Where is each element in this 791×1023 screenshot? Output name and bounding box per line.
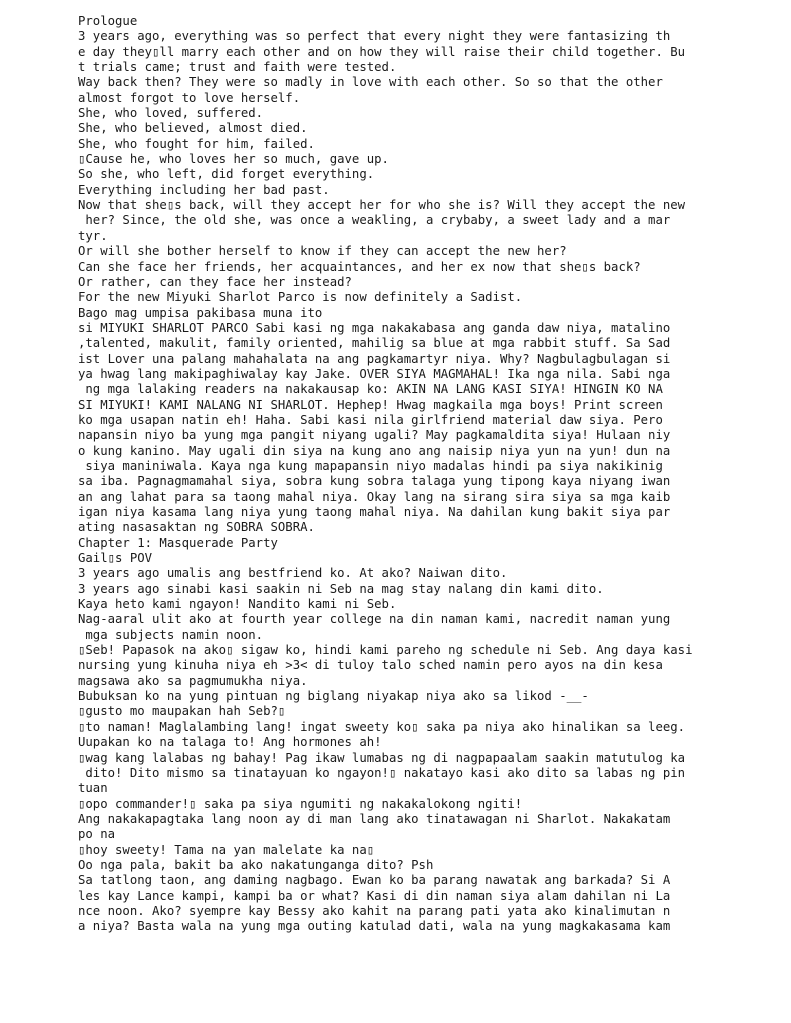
text-line: a niya? Basta wala na yung mga outing katulad dati, wala na yung magkakasama kam xyxy=(78,919,671,934)
text-line: 3 years ago, everything was so perfect that every night they were fantasizing th xyxy=(78,29,671,44)
text-line: nursing yung kinuha niya eh >3< di tuloy talo sched namin pero ayos na din kesa xyxy=(78,658,663,673)
text-line: Oo nga pala, bakit ba ako nakatunganga dito? Psh xyxy=(78,857,434,872)
text-line: She, who believed, almost died. xyxy=(78,121,308,136)
text-line: ▯Cause he, who loves her so much, gave up. xyxy=(78,152,389,167)
text-line: her? Since, the old she, was once a weakling, a crybaby, a sweet lady and a mar xyxy=(78,213,671,228)
text-line: an ang lahat para sa taong mahal niya. Okay lang na sirang sira siya sa mga kaib xyxy=(78,489,671,504)
text-line: ▯wag kang lalabas ng bahay! Pag ikaw lumabas ng di nagpapaalam saakin matutulog ka xyxy=(78,750,686,765)
text-line: Or rather, can they face her instead? xyxy=(78,274,352,289)
text-line: o kung kanino. May ugali din siya na kung ano ang naisip niya yun na yun! dun na xyxy=(78,443,671,458)
text-line: e day they▯ll marry each other and on how they will raise their child together. Bu xyxy=(78,44,686,59)
text-line: ya hwag lang makipaghiwalay kay Jake. OVER SIYA MAGMAHAL! Ika nga nila. Sabi nga xyxy=(78,366,671,381)
text-line: Can she face her friends, her acquaintances, and her ex now that she▯s back? xyxy=(78,259,641,274)
text-line: siya maniniwala. Kaya nga kung mapapansin niyo madalas hindi pa siya nakikinig xyxy=(78,458,663,473)
text-line: Everything including her bad past. xyxy=(78,182,330,197)
text-line: Bago mag umpisa pakibasa muna ito xyxy=(78,305,323,320)
text-line: Prologue xyxy=(78,14,138,28)
text-line: tuan xyxy=(78,781,108,796)
text-line: magsawa ako sa pagmumukha niya. xyxy=(78,673,308,688)
text-line: mga subjects namin noon. xyxy=(78,627,264,642)
text-line: ▯hoy sweety! Tama na yan malelate ka na▯ xyxy=(78,842,375,857)
text-line: ▯to naman! Maglalambing lang! ingat sweety ko▯ saka pa niya ako hinalikan sa leeg. xyxy=(78,719,686,734)
text-line: Sa tatlong taon, ang daming nagbago. Ewan ko ba parang nawatak ang barkada? Si A xyxy=(78,873,671,888)
text-line: Uupakan ko na talaga to! Ang hormones ah! xyxy=(78,735,382,750)
text-line: 3 years ago sinabi kasi saakin ni Seb na mag stay nalang din kami dito. xyxy=(78,581,604,596)
text-line: sa iba. Pagnagmamahal siya, sobra kung sobra talaga yung tipong kaya niyang iwan xyxy=(78,474,671,489)
text-line: napansin niyo ba yung mga pangit niyang ugali? May pagkamaldita siya! Hulaan niy xyxy=(78,428,671,443)
document-page xyxy=(78,14,778,935)
text-line: t trials came; trust and faith were tested. xyxy=(78,60,397,75)
text-line: si MIYUKI SHARLOT PARCO Sabi kasi ng mga nakakabasa ang ganda daw niya, matalino xyxy=(78,320,671,335)
text-line: ,talented, makulit, family oriented, mahilig sa blue at mga rabbit stuff. Sa Sad xyxy=(78,336,671,351)
text-line: ng mga lalaking readers na nakakausap ko: AKIN NA LANG KASI SIYA! HINGIN KO NA xyxy=(78,382,663,397)
text-line: ▯gusto mo maupakan hah Seb?▯ xyxy=(78,704,286,719)
text-line: po na xyxy=(78,827,116,842)
text-line: She, who fought for him, failed. xyxy=(78,136,315,151)
text-line: ist Lover una palang mahahalata na ang pagkamartyr niya. Why? Nagbulagbulagan si xyxy=(78,351,671,366)
text-line: ▯Seb! Papasok na ako▯ sigaw ko, hindi kami pareho ng schedule ni Seb. Ang daya kasi xyxy=(78,643,693,658)
text-line: For the new Miyuki Sharlot Parco is now definitely a Sadist. xyxy=(78,290,523,305)
text-line: ating nasasaktan ng SOBRA SOBRA. xyxy=(78,520,315,535)
text-line: Ang nakakapagtaka lang noon ay di man lang ako tinatawagan ni Sharlot. Nakakatam xyxy=(78,811,671,826)
text-line: igan niya kasama lang niya yung taong mahal niya. Na dahilan kung bakit siya par xyxy=(78,505,671,519)
text-line: almost forgot to love herself. xyxy=(78,90,301,105)
text-line: Bubuksan ko na yung pintuan ng biglang niyakap niya ako sa likod -__- xyxy=(78,689,589,704)
text-line: Gail▯s POV xyxy=(78,551,153,566)
text-line: nce noon. Ako? syempre kay Bessy ako kahit na parang pati yata ako kinalimutan n xyxy=(78,903,671,918)
text-line: She, who loved, suffered. xyxy=(78,106,264,121)
text-line: Nag-aaral ulit ako at fourth year college na din naman kami, nacredit naman yung xyxy=(78,612,671,627)
text-line: dito! Dito mismo sa tinatayuan ko ngayon!▯ nakatayo kasi ako dito sa labas ng pin xyxy=(78,765,686,780)
text-line: Kaya heto kami ngayon! Nandito kami ni Seb. xyxy=(78,597,397,612)
text-line: ▯opo commander!▯ saka pa siya ngumiti ng nakakalokong ngiti! xyxy=(78,796,523,811)
text-line: tyr. xyxy=(78,228,108,243)
text-line: So she, who left, did forget everything. xyxy=(78,167,375,182)
text-line: 3 years ago umalis ang bestfriend ko. At ako? Naiwan dito. xyxy=(78,566,508,581)
text-line: Way back then? They were so madly in love with each other. So so that the other xyxy=(78,75,663,90)
text-line: Or will she bother herself to know if they can accept the new her? xyxy=(78,244,567,259)
text-line: les kay Lance kampi, kampi ba or what? Kasi di din naman siya alam dahilan ni La xyxy=(78,888,671,903)
text-line: ko mga usapan natin eh! Haha. Sabi kasi nila girlfriend material daw siya. Pero xyxy=(78,412,663,427)
text-line: Chapter 1: Masquerade Party xyxy=(78,535,278,550)
text-line: Now that she▯s back, will they accept her for who she is? Will they accept the new xyxy=(78,198,686,213)
text-line: SI MIYUKI! KAMI NALANG NI SHARLOT. Hephep! Hwag magkaila mga boys! Print screen xyxy=(78,397,663,412)
